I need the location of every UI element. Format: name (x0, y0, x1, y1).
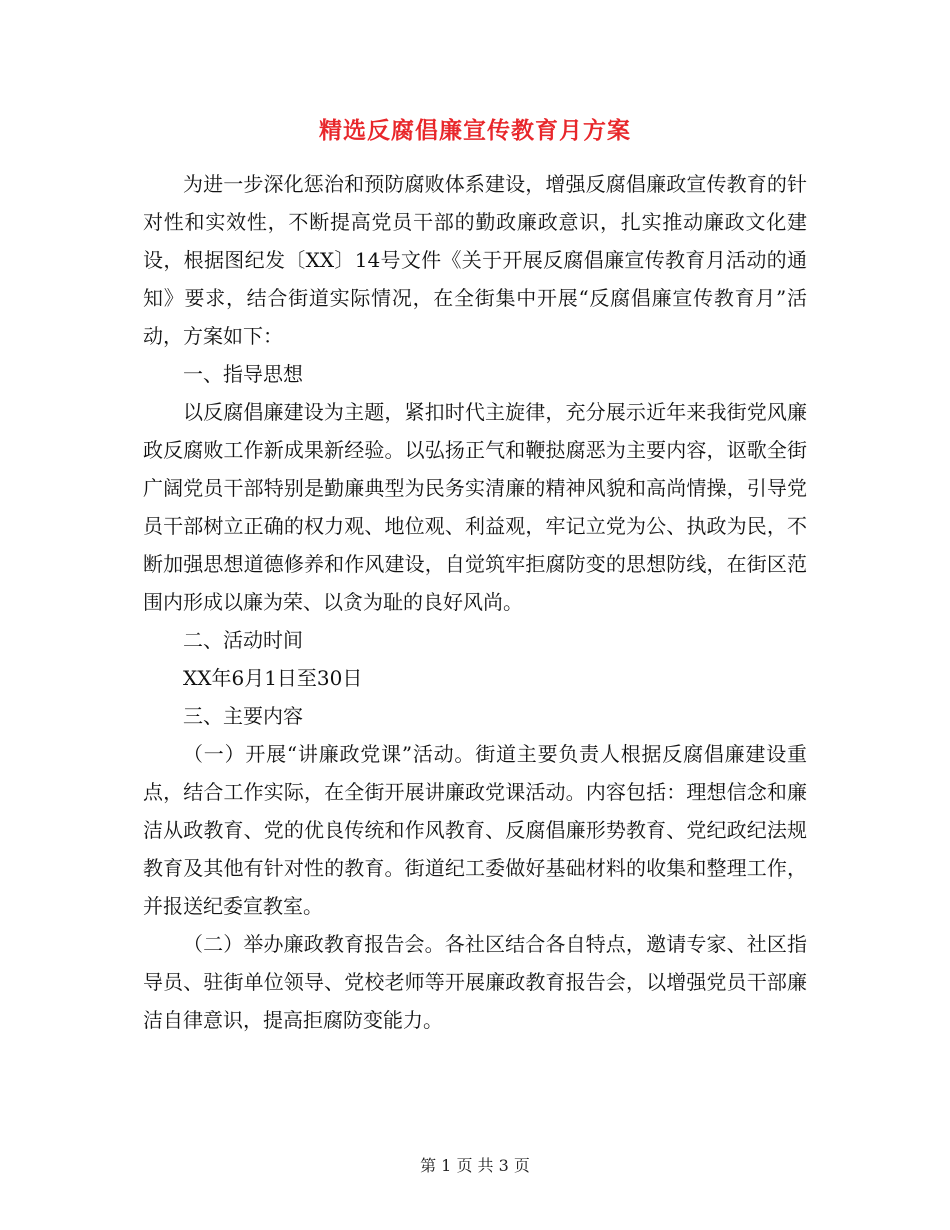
paragraph-guiding-ideology: 以反腐倡廉建设为主题，紧扣时代主旋律，充分展示近年来我街党风廉政反腐败工作新成果新经验。以弘扬正气和鞭挞腐恶为主要内容，讴歌全街广阔党员干部特别是勤廉典型为民务实清廉的精神风貌和高尚情操，引导党员干部树立正确的权力观、地位观、利益观，牢记立党为公、执政为民，不断加强思想道德修养和作风建设，自觉筑牢拒腐防变的思想防线，在街区范围内形成以廉为荣、以贪为耻的良好风尚。 (143, 400, 807, 614)
paragraph-content-item-2: （二）举办廉政教育报告会。各社区结合各自特点，邀请专家、社区指导员、驻街单位领导、党校老师等开展廉政教育报告会，以增强党员干部廉洁自律意识，提高拒腐防变能力。 (143, 932, 807, 1032)
page-footer: 第 1 页 共 3 页 (420, 1156, 530, 1175)
paragraph-intro: 为进一步深化惩治和预防腐败体系建设，增强反腐倡廉政宣传教育的针对性和实效性，不断提高党员干部的勤政廉政意识，扎实推动廉政文化建设，根据图纪发〔XX〕14号文件《关于开展反腐倡廉宣传教育月活动的通知》要求，结合街道实际情况，在全街集中开展“反腐倡廉宣传教育月”活动，方案如下： (143, 172, 807, 348)
heading-guiding-ideology: 一、指导思想 (183, 362, 303, 386)
heading-activity-time: 二、活动时间 (183, 628, 303, 652)
paragraph-activity-time: XX年6月1日至30日 (183, 666, 363, 690)
paragraph-content-item-1: （一）开展“讲廉政党课”活动。街道主要负责人根据反腐倡廉建设重点，结合工作实际，在全街开展讲廉政党课活动。内容包括：理想信念和廉洁从政教育、党的优良传统和作风教育、反腐倡廉形势教育、党纪政纪法规教育及其他有针对性的教育。街道纪工委做好基础材料的收集和整理工作，并报送纪委宣教室。 (143, 742, 807, 918)
heading-main-content: 三、主要内容 (183, 704, 303, 728)
document-body (143, 165, 807, 1039)
document-title: 精选反腐倡廉宣传教育月方案 (319, 117, 631, 144)
